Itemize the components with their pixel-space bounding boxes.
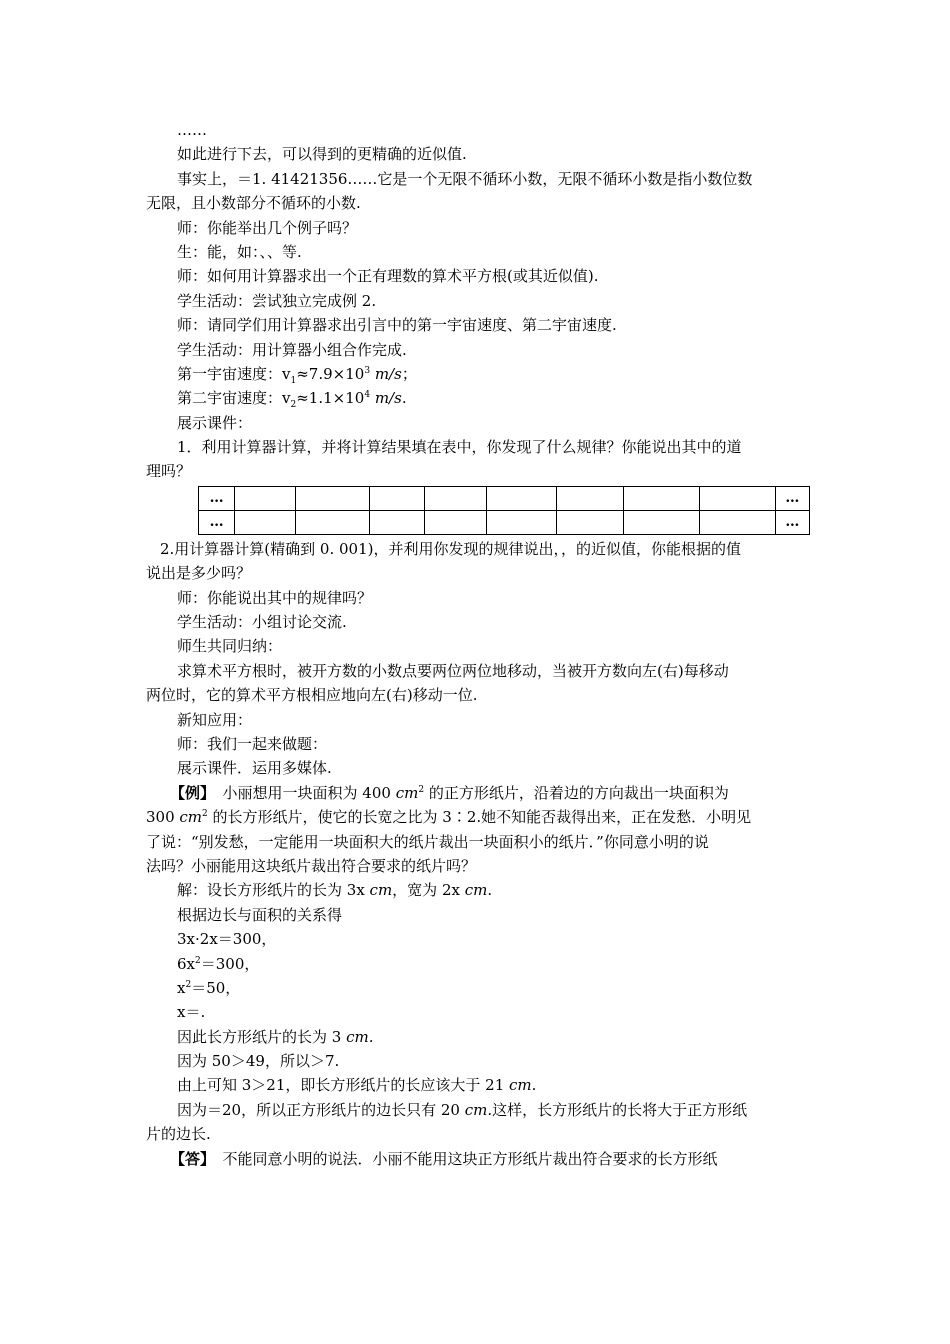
document-page — [146, 118, 810, 1171]
text-line: 师：我们一起来做题： — [177, 734, 328, 753]
solution-line: 片的边长. — [146, 1125, 211, 1144]
text-line: 了说：“别发愁，一定能用一块面积大的纸片裁出一块面积小的纸片．”你同意小明的说 — [146, 832, 709, 851]
table-cell: … — [199, 510, 235, 534]
table-cell: … — [199, 486, 235, 510]
example-tag: 【例】 — [170, 783, 208, 802]
solution-line: 因为 50＞49，所以＞7. — [177, 1052, 340, 1071]
solution-line: 3x·2x＝300， — [177, 930, 277, 949]
table-cell — [369, 510, 424, 534]
table-cell — [424, 486, 487, 510]
table-cell: … — [775, 510, 809, 534]
text-line: 师生共同归纳： — [177, 637, 283, 656]
text-line: 理吗？ — [146, 462, 192, 481]
answer-line: 【答】 不能同意小明的说法．小丽不能用这块正方形纸片裁出符合要求的长方形纸 — [170, 1149, 718, 1168]
table-cell — [623, 486, 699, 510]
text-line: 师：如何用计算器求出一个正有理数的算术平方根(或其近似值). — [177, 267, 599, 286]
text-line: 300 $cm^2$ 的长方形纸片，使它的长宽之比为 3∶2.她不知能否裁得出来，正在发愁．小明见 — [146, 808, 752, 827]
answer-tag: 【答】 — [170, 1149, 208, 1168]
table-cell — [295, 486, 369, 510]
table-cell: … — [775, 486, 809, 510]
text-line: 如此进行下去，可以得到的更精确的近似值. — [177, 145, 467, 164]
solution-line: 因此长方形纸片的长为 3 cm. — [177, 1027, 374, 1046]
text-line: 师：你能说出其中的规律吗？ — [177, 588, 373, 607]
text-line: 学生活动：用计算器小组合作完成. — [177, 340, 407, 359]
calc-table — [198, 486, 810, 535]
table-cell — [235, 510, 296, 534]
text-line: …… — [177, 121, 207, 139]
text-line: 师：你能举出几个例子吗？ — [177, 218, 358, 237]
solution-line: 因为＝20，所以正方形纸片的边长只有 20 cm.这样，长方形纸片的长将大于正方形纸 — [177, 1100, 748, 1119]
text-line: 说出是多少吗？ — [146, 564, 252, 583]
text-line: 生：能，如：、、等. — [177, 242, 302, 261]
solution-line: x＝. — [177, 1003, 206, 1022]
table-cell — [699, 510, 775, 534]
text-line: 2.用计算器计算(精确到 0. 001)，并利用你发现的规律说出，，的近似值，你能根据的值 — [160, 539, 741, 558]
text-line: 展示课件： — [177, 413, 253, 432]
text-line: 求算术平方根时，被开方数的小数点要两位两位地移动，当被开方数向左(右)每移动 — [177, 661, 729, 680]
table-cell — [487, 510, 557, 534]
table-cell — [557, 510, 623, 534]
table-cell — [424, 510, 487, 534]
text-line: 师：请同学们用计算器求出引言中的第一宇宙速度、第二宇宙速度. — [177, 316, 617, 335]
text-line: 事实上，＝1. 41421356……它是一个无限不循环小数，无限不循环小数是指小数位数 — [177, 169, 753, 188]
solution-line: $6x^2=300$， — [177, 954, 260, 973]
table-cell — [623, 510, 699, 534]
solution-line: 由上可知 3＞21，即长方形纸片的长应该大于 21 cm. — [177, 1076, 537, 1095]
example-heading: 【例】 小丽想用一块面积为 400 $cm^2$ 的正方形纸片，沿着边的方向裁出一块面积为 — [170, 783, 729, 802]
text-line: 两位时，它的算术平方根相应地向左(右)移动一位. — [146, 686, 478, 705]
table-cell — [557, 486, 623, 510]
table-row — [199, 486, 810, 510]
solution-line: 根据边长与面积的关系得 — [177, 905, 343, 924]
table-cell — [699, 486, 775, 510]
text-line: 无限，且小数部分不循环的小数. — [146, 194, 361, 213]
text-line: 1．利用计算器计算，并将计算结果填在表中，你发现了什么规律？你能说出其中的道 — [177, 438, 742, 457]
table-row — [199, 510, 810, 534]
second-cosmic-velocity: 第二宇宙速度：$v_2\approx 1.1\times 10^4$ m/s. — [177, 389, 407, 411]
table-cell — [295, 510, 369, 534]
text-line: 学生活动：小组讨论交流. — [177, 613, 347, 632]
text-line: 新知应用： — [177, 710, 253, 729]
table-cell — [235, 486, 296, 510]
text-line: 法吗？小丽能用这块纸片裁出符合要求的纸片吗？ — [146, 856, 477, 875]
text-line: 展示课件．运用多媒体. — [177, 759, 332, 778]
table-cell — [369, 486, 424, 510]
solution-line: 解：设长方形纸片的长为 3x cm，宽为 2x cm. — [177, 881, 493, 900]
first-cosmic-velocity: 第一宇宙速度：$v_1\approx 7.9\times 10^3$ m/s； — [177, 364, 417, 386]
solution-line: $x^2=50$， — [177, 978, 241, 997]
table-cell — [487, 486, 557, 510]
text-line: 学生活动：尝试独立完成例 2. — [177, 291, 377, 310]
